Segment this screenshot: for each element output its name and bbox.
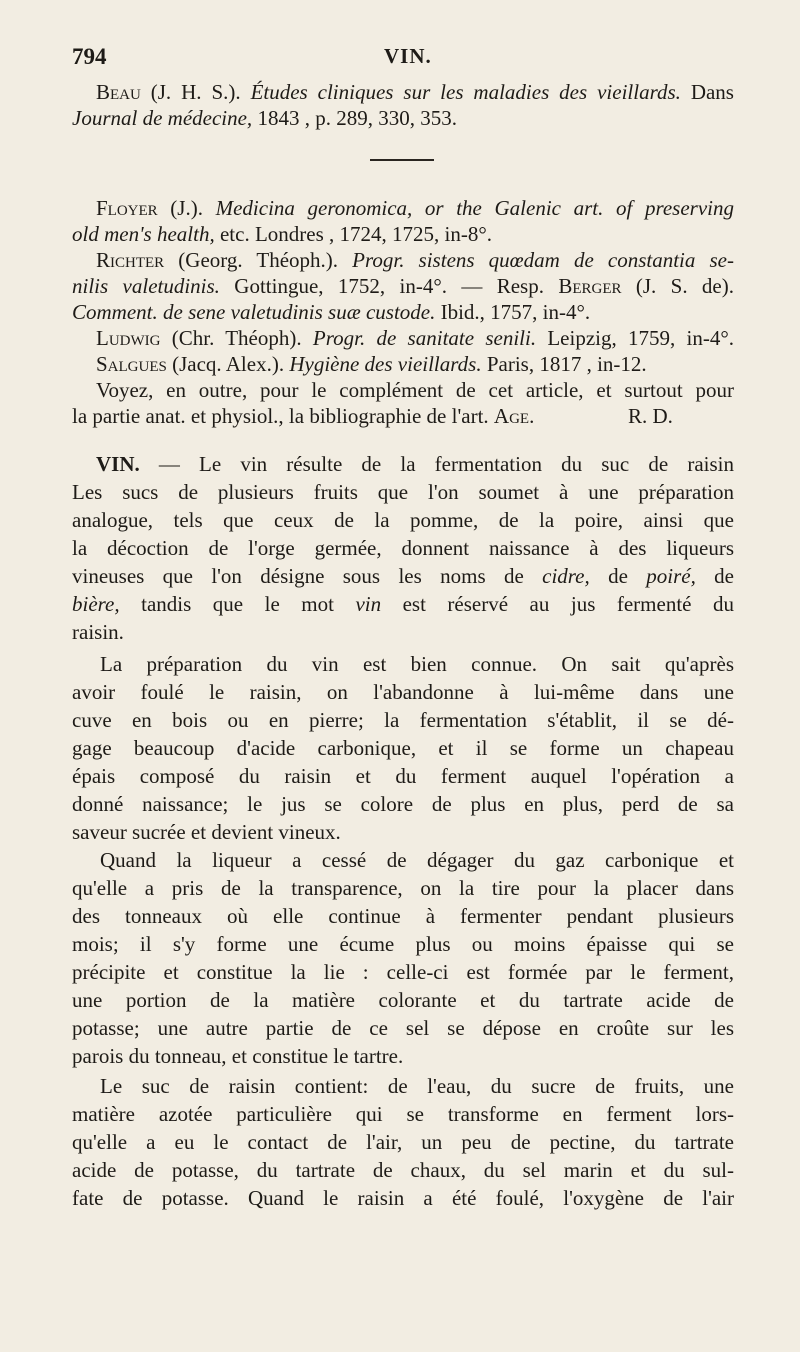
work-title: Medicina geronomica, or the Galenic art. of preserving [215,196,734,220]
text: (J. H. S.). [140,80,251,104]
p3-line-7: potasse; une autre partie de ce sel se dépose en croûte sur les [72,1016,734,1040]
article-line-5 [72,562,734,590]
text: Dans [680,80,734,104]
p3-line-1: Quand la liqueur a cessé de dégager du gaz carbonique et [100,848,734,872]
author-name: Beau [96,80,141,104]
work-title: Progr. sistens quœdam de constantia se- [352,248,734,272]
text: de [589,564,647,588]
text: Ibid., 1757, in-4°. [435,300,591,324]
text: vineuses que l'on désigne sous les noms de [72,564,543,588]
article-line-6 [72,590,734,618]
beau-reference-line-1 [72,79,734,105]
text: tandis que le mot [119,592,356,616]
p3-line-2: qu'elle a pris de la transparence, on la tire pour la placer dans [72,876,734,900]
author-name: Berger [558,274,622,298]
page-header [72,44,734,78]
text: Leipzig, 1759, in-4°. [536,326,734,350]
headword: VIN. [96,452,140,476]
p2-line-6: donné naissance; le jus se colore de plus en plus, perd de sa [72,792,734,816]
page-number: 794 [72,44,107,69]
bib-line-4 [72,273,734,299]
p4-line-1: Le suc de raisin contient: de l'eau, du sucre de fruits, une [100,1074,734,1098]
work-title: nilis valetudinis. [72,274,220,298]
article-line-7: raisin. [72,620,124,644]
p2-line-4: gage beaucoup d'acide carbonique, et il se forme un chapeau [72,736,734,760]
work-title: old men's health, [72,222,215,246]
journal-title: Journal de médecine, [72,106,253,130]
p2-line-1: La préparation du vin est bien connue. On sait qu'après [100,652,734,676]
work-title: Progr. de sanitate senili. [312,326,537,350]
text: (J. S. de). [621,274,734,298]
p2-line-3: cuve en bois ou en pierre; la fermentation s'établit, il se dé- [72,708,734,732]
text: est réservé au jus fermenté du [381,592,734,616]
bib-line-6 [72,325,734,351]
p3-line-6: une portion de la matière colorante et du tartrate acide de [72,988,734,1012]
beau-reference-line-2 [72,105,734,131]
p2-line-7: saveur sucrée et devient vineux. [72,820,341,844]
p4-line-4: acide de potasse, du tartrate de chaux, du sel marin et du sul- [72,1158,734,1182]
p2-line-5: épais composé du raisin et du ferment auquel l'opération a [72,764,734,788]
author-name: Salgues [96,352,167,376]
p3-line-5: précipite et constitue la lie : celle-ci est formée par le ferment, [72,960,734,984]
text: (Jacq. Alex.). [166,352,290,376]
p4-line-2: matière azotée particulière qui se transforme en ferment lors- [72,1102,734,1126]
article-line-4: la décoction de l'orge germée, donnent naissance à des liqueurs [72,536,734,560]
p4-line-3: qu'elle a eu le contact de l'air, un peu de pectine, du tartrate [72,1130,734,1154]
term: bière, [72,592,120,616]
section-divider [370,159,434,161]
p3-line-3: des tonneaux où elle continue à fermenter pendant plusieurs [72,904,734,928]
bib-line-8: Voyez, en outre, pour le complément de cet article, et surtout pour [96,378,734,402]
bib-line-3 [72,247,734,273]
signature-initials: R. D. [628,404,673,428]
p4-line-5: fate de potasse. Quand le raisin a été foulé, l'oxygène de l'air [72,1186,734,1210]
text: etc. Londres , 1724, 1725, in-8°. [214,222,492,246]
text: Paris, 1817 , in-12. [481,352,647,376]
bib-line-1 [72,195,734,221]
cross-reference: Age. [493,404,535,428]
text: (Georg. Théoph.). [164,248,353,272]
p3-line-4: mois; il s'y forme une écume plus ou moins épaisse qui se [72,932,734,956]
work-title: Comment. de sene valetudinis suæ custode. [72,300,436,324]
author-name: Richter [96,248,165,272]
p2-line-2: avoir foulé le raisin, on l'abandonne à lui-même dans une [72,680,734,704]
bib-line-2 [72,221,734,247]
work-title: Hygiène des vieillards. [289,352,482,376]
term: poiré, [646,564,696,588]
work-title: Études cliniques sur les maladies des vieillards. [250,80,681,104]
article-line-3: analogue, tels que ceux de la pomme, de la poire, ainsi que [72,508,734,532]
text: (J.). [157,196,216,220]
term: vin [355,592,382,616]
bib-line-7 [72,351,734,377]
text: la partie anat. et physiol., la bibliographie de l'art. [72,404,494,428]
author-name: Floyer [96,196,158,220]
text: Gottingue, 1752, in-4°. — Resp. [219,274,559,298]
bib-line-5 [72,299,734,325]
article-line-1 [72,450,734,478]
text: 1843 , p. 289, 330, 353. [252,106,457,130]
p3-line-8: parois du tonneau, et constitue le tartre. [72,1044,404,1068]
bib-line-9 [72,403,734,429]
text: de [695,564,734,588]
author-name: Ludwig [96,326,161,350]
text: (Chr. Théoph). [160,326,313,350]
term: cidre, [542,564,590,588]
article-line-2: Les sucs de plusieurs fruits que l'on soumet à une préparation [72,480,734,504]
running-head: VIN. [384,44,432,68]
text: — Le vin résulte de la fermentation du suc de raisin [139,452,734,476]
